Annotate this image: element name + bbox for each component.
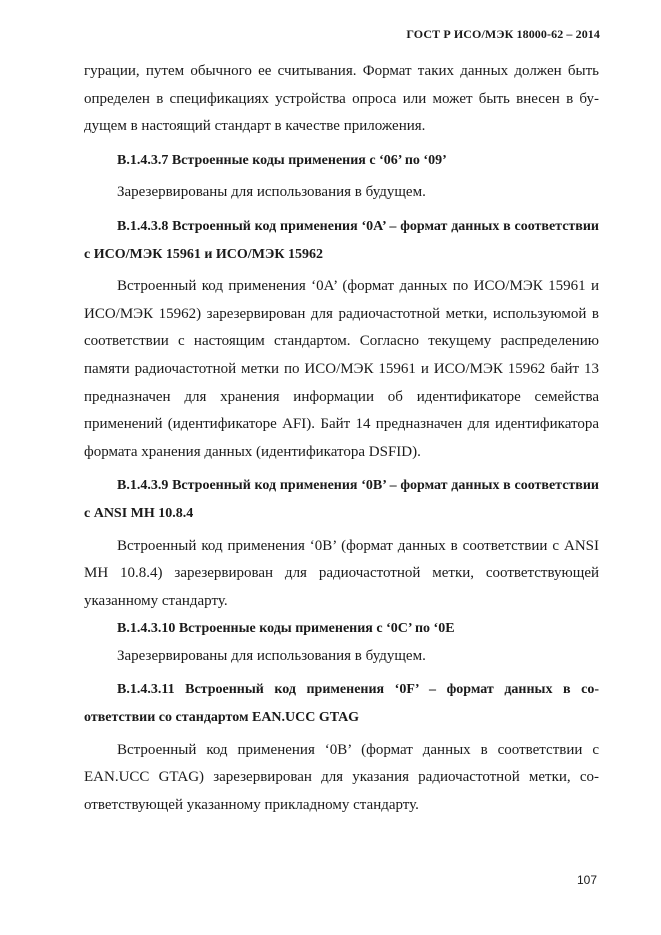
- page-number: 107: [576, 873, 597, 887]
- paragraph-b-1-4-3-11: Встроенный код применения ‘0В’ (формат данных в соответствии с EAN.UCC GTAG) зарезервирован для указания радиочастотной метки, соответствующей указанному прикладному стандарту.: [84, 741, 599, 813]
- paragraph-b-1-4-3-9: Встроенный код применения ‘0В’ (формат данных в соответствии с ANSI МН 10.8.4) зарезервирован для радиочастотной метки, соответствующей указанному стандарту.: [84, 537, 599, 609]
- paragraph-b-1-4-3-10: Зарезервированы для использования в будущем.: [117, 647, 426, 664]
- heading-b-1-4-3-8: В.1.4.3.8 Встроенный код применения ‘0А’ – формат данных в соответствии с ИСО/МЭК 15961 и ИСО/МЭК 15962: [84, 218, 599, 262]
- paragraph-b-1-4-3-7: Зарезервированы для использования в будущем.: [117, 184, 426, 201]
- document-body: [84, 58, 599, 819]
- running-header: ГОСТ Р ИСО/МЭК 18000-62 – 2014: [406, 27, 600, 41]
- heading-b-1-4-3-11: В.1.4.3.11 Встроенный код применения ‘0F’ – формат данных в соответствии со стандартом EAN.UCC GTAG: [84, 682, 599, 726]
- heading-b-1-4-3-10: В.1.4.3.10 Встроенные коды применения с ‘0С’ по ‘0Е: [117, 621, 455, 637]
- heading-b-1-4-3-7: В.1.4.3.7 Встроенные коды применения с ‘06’ по ‘09’: [117, 152, 447, 168]
- heading-b-1-4-3-9: В.1.4.3.9 Встроенный код применения ‘0В’ – формат данных в соответствии с ANSI МН 10.8.4: [84, 478, 599, 521]
- paragraph-continuation: гурации, путем обычного ее считывания. Формат таких данных должен быть определен в спецификациях устройства опроса или может быть внесен в будущем в настоящий стандарт в качестве приложения.: [84, 63, 599, 135]
- paragraph-b-1-4-3-8: Встроенный код применения ‘0А’ (формат данных по ИСО/МЭК 15961 и ИСО/МЭК 15962) зарезервирован для радиочастотной метки, используюмой в соответствии с настоящим стандартом. Согласно текущему распределению памяти радиочастотной метки по ИСО/МЭК 15961 и ИСО/МЭК 15962 байт 13 предназначен для хранения информации об идентификаторе семейства применений (идентификаторе AFI). Байт 14 предназначен для идентификатора формата хранения данных (идентификатора DSFID).: [84, 278, 599, 460]
